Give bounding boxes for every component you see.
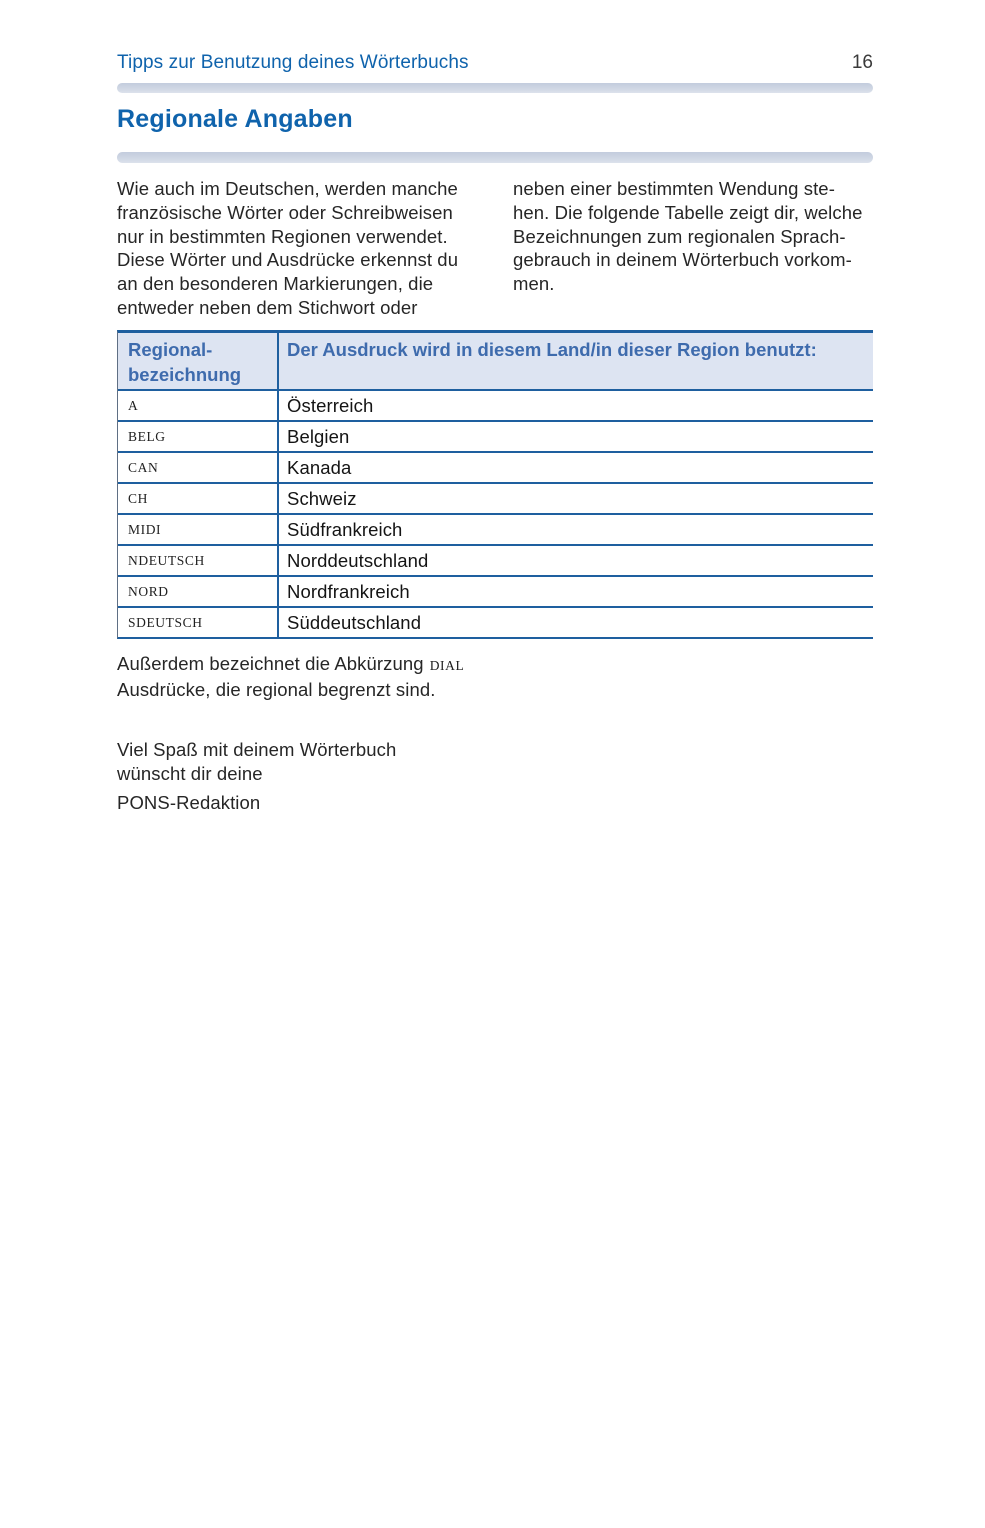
intro-paragraphs [117, 177, 873, 322]
intro-column-right [513, 177, 863, 296]
table-header-col1 [118, 333, 277, 389]
region-cell: Nordfrankreich [277, 577, 873, 606]
table-row [118, 577, 873, 608]
header-divider-bar [117, 83, 873, 93]
text-line: neben einer bestimmten Wendung ste- [513, 178, 835, 199]
page-number: 16 [851, 52, 873, 73]
text-line: men. [513, 273, 555, 295]
closing-wish [117, 738, 396, 786]
table-row [118, 608, 873, 637]
running-head-title: Tipps zur Benutzung deines Wörterbuchs [117, 52, 469, 73]
region-cell: Norddeutschland [277, 546, 873, 575]
section-title: Regionale Angaben [117, 105, 353, 133]
abbr-cell: NDEUTSCH [128, 552, 205, 568]
text-line: Wie auch im Deutschen, werden manche [117, 178, 458, 199]
region-cell: Süddeutschland [277, 608, 873, 637]
table-row [118, 484, 873, 515]
abbr-cell: MIDI [128, 521, 162, 537]
text-line: Bezeichnungen zum regionalen Sprach- [513, 225, 846, 247]
dial-note [117, 652, 464, 702]
header-line: Regional- [128, 339, 213, 360]
note-text: Außerdem bezeichnet die Abkürzung [117, 653, 424, 674]
abbr-cell: CH [128, 490, 148, 506]
table-header-row [118, 333, 873, 391]
text-line: französische Wörter oder Schreibweisen [117, 201, 453, 223]
table-row [118, 515, 873, 546]
note-line-2: Ausdrücke, die regional begrenzt sind. [117, 679, 436, 700]
running-head [117, 52, 873, 74]
table-header-col2: Der Ausdruck wird in diesem Land/in dieser Region benutzt: [277, 333, 873, 389]
pons-signature: PONS-Redaktion [117, 792, 261, 813]
dial-abbreviation: DIAL [429, 658, 465, 673]
note-line-1 [117, 652, 464, 678]
text-line: Diese Wörter und Ausdrücke erkennst du [117, 249, 459, 271]
text-line: gebrauch in deinem Wörterbuch vorkom- [513, 249, 852, 271]
table-row [118, 391, 873, 422]
region-cell: Österreich [277, 391, 873, 420]
abbr-cell: CAN [128, 459, 159, 475]
header-line: bezeichnung [128, 364, 242, 385]
closing-line-1: Viel Spaß mit deinem Wörterbuch [117, 739, 397, 760]
text-line: entweder neben dem Stichwort oder [117, 296, 418, 318]
text-line: hen. Die folgende Tabelle zeigt dir, welche [513, 201, 863, 223]
title-divider-bar [117, 152, 873, 163]
text-line: nur in bestimmten Regionen verwendet. [117, 225, 448, 247]
region-cell: Südfrankreich [277, 515, 873, 544]
region-cell: Belgien [277, 422, 873, 451]
abbr-cell: BELG [128, 428, 166, 444]
text-line: an den besonderen Markierungen, die [117, 273, 434, 295]
abbr-cell: NORD [128, 583, 169, 599]
region-cell: Schweiz [277, 484, 873, 513]
abbr-cell: A [128, 397, 139, 413]
closing-line-2: wünscht dir deine [117, 763, 263, 784]
regional-labels-table [117, 330, 873, 639]
table-row [118, 546, 873, 577]
region-cell: Kanada [277, 453, 873, 482]
table-row [118, 422, 873, 453]
intro-column-left [117, 177, 458, 320]
table-row [118, 453, 873, 484]
abbr-cell: SDEUTSCH [128, 614, 203, 630]
